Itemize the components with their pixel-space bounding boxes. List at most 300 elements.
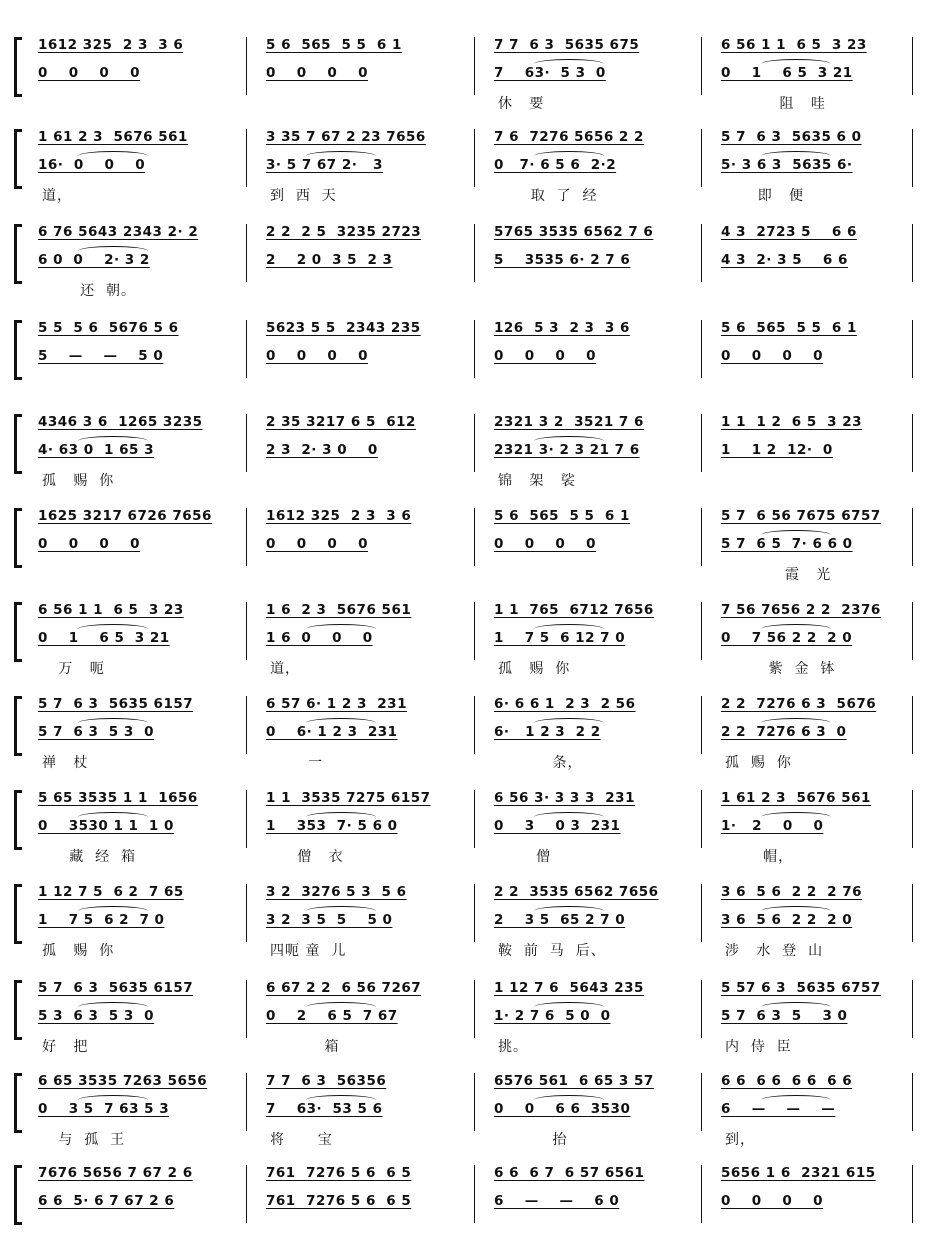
barline	[701, 224, 702, 282]
lower-part-notes: 0 0 0 0	[266, 65, 368, 81]
measure	[721, 1071, 906, 1161]
system-bracket	[14, 602, 22, 662]
upper-part-notes: 5656 1 6 2321 615	[721, 1165, 876, 1181]
lyric-text: 休 要	[498, 96, 545, 112]
upper-part-notes: 1 6 2 3 5676 561	[266, 602, 412, 618]
lower-part-notes: 0 0 0 0	[266, 348, 368, 364]
barline	[246, 129, 247, 187]
slur-tie	[761, 151, 831, 161]
upper-part-notes: 6 67 2 2 6 56 7267	[266, 980, 422, 996]
barline	[912, 224, 913, 282]
slur-tie	[306, 1095, 376, 1105]
system-bracket	[14, 37, 22, 97]
lyric-text: 孤 赐 你	[42, 943, 115, 959]
barline	[474, 414, 475, 472]
lower-part-notes: 6 6 5· 6 7 67 2 6	[38, 1193, 175, 1209]
barline	[474, 1073, 475, 1131]
slur-tie	[761, 1002, 831, 1012]
upper-part-notes: 7 6 7276 5656 2 2	[494, 129, 644, 145]
upper-part-notes: 7 56 7656 2 2 2376	[721, 602, 881, 618]
lower-part-notes: 5 3 6 3 5 3 0	[38, 1008, 155, 1024]
lower-part-notes: 5 7 6 3 5 3 0	[38, 724, 155, 740]
upper-part-notes: 2 2 3535 6562 7656	[494, 884, 659, 900]
slur-tie	[534, 436, 604, 446]
slur-tie	[534, 718, 604, 728]
barline	[701, 602, 702, 660]
lyric-text: 条，	[498, 755, 583, 771]
lower-part-notes: 0 7 56 2 2 2 0	[721, 630, 853, 646]
slur-tie	[306, 718, 376, 728]
upper-part-notes: 6 6 6 7 6 57 6561	[494, 1165, 645, 1181]
lower-part-notes: 1 6 0 0 0	[266, 630, 373, 646]
system-bracket	[14, 980, 22, 1040]
measure	[494, 412, 695, 502]
upper-part-notes: 1 61 2 3 5676 561	[38, 129, 188, 145]
system-bracket	[14, 224, 22, 284]
barline	[474, 980, 475, 1038]
lyric-text: 四呃 童 儿	[270, 943, 347, 959]
upper-part-notes: 2321 3 2 3521 7 6	[494, 414, 644, 430]
barline	[701, 980, 702, 1038]
slur-tie	[306, 1002, 376, 1012]
upper-part-notes: 1625 3217 6726 7656	[38, 508, 212, 524]
measure	[266, 788, 468, 878]
slur-tie	[306, 906, 376, 916]
barline	[246, 414, 247, 472]
measure	[266, 127, 468, 217]
barline	[246, 696, 247, 754]
measure	[266, 1071, 468, 1161]
slur-tie	[534, 624, 604, 634]
lower-part-notes: 7 63· 53 5 6	[266, 1101, 383, 1117]
upper-part-notes: 1 12 7 6 5643 235	[494, 980, 644, 996]
upper-part-notes: 5 7 6 56 7675 6757	[721, 508, 881, 524]
lyric-text: 到 西 天	[270, 188, 337, 204]
measure	[721, 127, 906, 217]
lyric-text: 箱	[270, 1039, 340, 1055]
barline	[912, 602, 913, 660]
lower-part-notes: 3 6 5 6 2 2 2 0	[721, 912, 853, 928]
lower-part-notes: 0 6· 1 2 3 231	[266, 724, 398, 740]
slur-tie	[534, 1095, 604, 1105]
upper-part-notes: 761 7276 5 6 6 5	[266, 1165, 412, 1181]
measure	[721, 694, 906, 784]
score-system	[0, 1163, 941, 1253]
barline	[701, 414, 702, 472]
barline	[701, 129, 702, 187]
lower-part-notes: 761 7276 5 6 6 5	[266, 1193, 412, 1209]
lower-part-notes: 1 7 5 6 12 7 0	[494, 630, 626, 646]
lower-part-notes: 0 1 6 5 3 21	[721, 65, 853, 81]
upper-part-notes: 6· 6 6 1 2 3 2 56	[494, 696, 636, 712]
lyric-text: 道，	[270, 661, 300, 677]
lower-part-notes: 3 2 3 5 5 5 0	[266, 912, 393, 928]
lyric-text: 藏 经 箱	[42, 849, 137, 865]
upper-part-notes: 1 1 1 2 6 5 3 23	[721, 414, 863, 430]
lower-part-notes: 7 63· 5 3 0	[494, 65, 606, 81]
lyric-text: 将 宝	[270, 1132, 333, 1148]
upper-part-notes: 6 56 1 1 6 5 3 23	[721, 37, 867, 53]
barline	[701, 508, 702, 566]
lyric-text: 锦 架 裟	[498, 473, 576, 489]
lower-part-notes: 6· 1 2 3 2 2	[494, 724, 601, 740]
slur-tie	[761, 530, 831, 540]
measure	[38, 694, 240, 784]
lower-part-notes: 1· 2 0 0	[721, 818, 824, 834]
lower-part-notes: 0 3530 1 1 1 0	[38, 818, 174, 834]
measure	[38, 222, 240, 312]
lyric-text: 孤 赐 你	[498, 661, 571, 677]
barline	[246, 602, 247, 660]
upper-part-notes: 4 3 2723 5 6 6	[721, 224, 857, 240]
measure	[721, 882, 906, 972]
lower-part-notes: 6 — — —	[721, 1101, 836, 1117]
lyric-text: 一	[270, 755, 324, 771]
upper-part-notes: 5 6 565 5 5 6 1	[266, 37, 402, 53]
lower-part-notes: 2 3 5 65 2 7 0	[494, 912, 626, 928]
score-system	[0, 412, 941, 502]
lower-part-notes: 0 0 0 0	[494, 348, 596, 364]
measure	[38, 506, 240, 596]
lyric-text: 道，	[42, 188, 72, 204]
system-bracket	[14, 884, 22, 944]
measure	[38, 35, 240, 125]
slur-tie	[78, 624, 148, 634]
measure	[38, 318, 240, 408]
lyric-text: 取 了 经	[498, 188, 598, 204]
measure	[38, 127, 240, 217]
lower-part-notes: 0 1 6 5 3 21	[38, 630, 170, 646]
upper-part-notes: 6 56 1 1 6 5 3 23	[38, 602, 184, 618]
upper-part-notes: 6 56 3· 3 3 3 231	[494, 790, 635, 806]
lower-part-notes: 0 0 6 6 3530	[494, 1101, 631, 1117]
lyric-text: 好 把	[42, 1039, 89, 1055]
lyric-text: 霞 光	[725, 567, 832, 583]
measure	[721, 978, 906, 1068]
system-bracket	[14, 508, 22, 568]
measure	[38, 788, 240, 878]
upper-part-notes: 5623 5 5 2343 235	[266, 320, 421, 336]
lyric-text: 还 朝。	[42, 283, 137, 299]
upper-part-notes: 5 7 6 3 5635 6157	[38, 696, 194, 712]
lyric-text: 禅 杖	[42, 755, 89, 771]
upper-part-notes: 6576 561 6 65 3 57	[494, 1073, 654, 1089]
measure	[721, 35, 906, 125]
score-system	[0, 222, 941, 312]
lyric-text: 鞍 前 马 后、	[498, 943, 606, 959]
barline	[912, 320, 913, 378]
barline	[701, 696, 702, 754]
lower-part-notes: 1 7 5 6 2 7 0	[38, 912, 165, 928]
barline	[246, 37, 247, 95]
slur-tie	[306, 151, 376, 161]
slur-tie	[761, 624, 831, 634]
lower-part-notes: 2 3 2· 3 0 0	[266, 442, 378, 458]
lower-part-notes: 4 3 2· 3 5 6 6	[721, 252, 848, 268]
slur-tie	[761, 812, 831, 822]
system-bracket	[14, 1165, 22, 1225]
lyric-text: 紫 金 钵	[725, 661, 836, 677]
lower-part-notes: 5 3535 6· 2 7 6	[494, 252, 631, 268]
upper-part-notes: 126 5 3 2 3 3 6	[494, 320, 630, 336]
lower-part-notes: 1· 2 7 6 5 0 0	[494, 1008, 611, 1024]
slur-tie	[306, 624, 376, 634]
measure	[266, 600, 468, 690]
upper-part-notes: 5 7 6 3 5635 6 0	[721, 129, 862, 145]
upper-part-notes: 6 6 6 6 6 6 6 6	[721, 1073, 853, 1089]
upper-part-notes: 2 35 3217 6 5 612	[266, 414, 416, 430]
measure	[38, 1071, 240, 1161]
slur-tie	[534, 59, 604, 69]
barline	[474, 1165, 475, 1223]
measure	[266, 35, 468, 125]
slur-tie	[534, 1002, 604, 1012]
measure	[38, 882, 240, 972]
system-bracket	[14, 129, 22, 189]
barline	[701, 37, 702, 95]
score-system	[0, 1071, 941, 1161]
upper-part-notes: 4346 3 6 1265 3235	[38, 414, 203, 430]
barline	[246, 980, 247, 1038]
lyric-text: 挑。	[498, 1039, 528, 1055]
measure	[721, 318, 906, 408]
lyric-text: 与 孤 王	[42, 1132, 126, 1148]
score-system	[0, 127, 941, 217]
lower-part-notes: 1 353 7· 5 6 0	[266, 818, 398, 834]
slur-tie	[761, 59, 831, 69]
upper-part-notes: 3 2 3276 5 3 5 6	[266, 884, 407, 900]
upper-part-notes: 1 12 7 5 6 2 7 65	[38, 884, 184, 900]
upper-part-notes: 5 65 3535 1 1 1656	[38, 790, 198, 806]
barline	[246, 508, 247, 566]
barline	[701, 884, 702, 942]
barline	[912, 790, 913, 848]
score-system	[0, 600, 941, 690]
lyric-text: 内 侍 臣	[725, 1039, 792, 1055]
upper-part-notes: 6 65 3535 7263 5656	[38, 1073, 208, 1089]
barline	[912, 980, 913, 1038]
barline	[912, 884, 913, 942]
lower-part-notes: 0 0 0 0	[38, 536, 140, 552]
lyric-text: 抬	[498, 1132, 568, 1148]
slur-tie	[761, 906, 831, 916]
measure	[38, 1163, 240, 1253]
lower-part-notes: 5· 3 6 3 5635 6·	[721, 157, 853, 173]
lower-part-notes: 5 — — 5 0	[38, 348, 164, 364]
barline	[474, 224, 475, 282]
slur-tie	[78, 812, 148, 822]
upper-part-notes: 7 7 6 3 5635 675	[494, 37, 640, 53]
measure	[721, 1163, 906, 1253]
measure	[266, 222, 468, 312]
barline	[701, 1073, 702, 1131]
measure	[494, 694, 695, 784]
measure	[266, 978, 468, 1068]
lyric-text: 涉 水 登 山	[725, 943, 824, 959]
lower-part-notes: 0 0 0 0	[38, 65, 140, 81]
barline	[912, 508, 913, 566]
lyric-text: 孤 赐 你	[725, 755, 792, 771]
upper-part-notes: 1612 325 2 3 3 6	[38, 37, 184, 53]
lower-part-notes: 6 0 0 2· 3 2	[38, 252, 150, 268]
score-system	[0, 978, 941, 1068]
slur-tie	[78, 1095, 148, 1105]
upper-part-notes: 2 2 2 5 3235 2723	[266, 224, 422, 240]
barline	[474, 508, 475, 566]
barline	[474, 884, 475, 942]
lower-part-notes: 0 2 6 5 7 67	[266, 1008, 398, 1024]
upper-part-notes: 5765 3535 6562 7 6	[494, 224, 654, 240]
slur-tie	[78, 246, 148, 256]
lower-part-notes: 16· 0 0 0	[38, 157, 146, 173]
measure	[266, 882, 468, 972]
measure	[38, 978, 240, 1068]
lower-part-notes: 2 2 0 3 5 2 3	[266, 252, 393, 268]
barline	[246, 884, 247, 942]
measure	[721, 506, 906, 596]
slur-tie	[761, 1095, 831, 1105]
barline	[912, 1073, 913, 1131]
lower-part-notes: 0 3 0 3 231	[494, 818, 621, 834]
lyric-text: 到，	[725, 1132, 755, 1148]
measure	[266, 694, 468, 784]
score-system	[0, 506, 941, 596]
slur-tie	[534, 151, 604, 161]
score-system	[0, 694, 941, 784]
lower-part-notes: 0 0 0 0	[494, 536, 596, 552]
slur-tie	[78, 1002, 148, 1012]
system-bracket	[14, 414, 22, 474]
upper-part-notes: 5 6 565 5 5 6 1	[721, 320, 857, 336]
slur-tie	[78, 906, 148, 916]
lower-part-notes: 4· 63 0 1 65 3	[38, 442, 154, 458]
barline	[912, 129, 913, 187]
score-system	[0, 882, 941, 972]
slur-tie	[78, 151, 148, 161]
upper-part-notes: 2 2 7276 6 3 5676	[721, 696, 877, 712]
score-system	[0, 35, 941, 125]
measure	[266, 318, 468, 408]
measure	[721, 412, 906, 502]
lyric-text: 即 便	[725, 188, 805, 204]
barline	[246, 224, 247, 282]
slur-tie	[534, 906, 604, 916]
slur-tie	[78, 436, 148, 446]
measure	[266, 506, 468, 596]
upper-part-notes: 3 35 7 67 2 23 7656	[266, 129, 426, 145]
system-bracket	[14, 790, 22, 850]
system-bracket	[14, 696, 22, 756]
barline	[474, 129, 475, 187]
upper-part-notes: 5 6 565 5 5 6 1	[494, 508, 630, 524]
upper-part-notes: 1 1 3535 7275 6157	[266, 790, 431, 806]
measure	[494, 1071, 695, 1161]
lyric-text: 万 呃	[42, 661, 105, 677]
slur-tie	[761, 718, 831, 728]
measure	[38, 600, 240, 690]
barline	[474, 37, 475, 95]
barline	[474, 320, 475, 378]
lower-part-notes: 5 7 6 5 7· 6 6 0	[721, 536, 853, 552]
barline	[474, 790, 475, 848]
barline	[246, 1165, 247, 1223]
measure	[494, 1163, 695, 1253]
barline	[912, 37, 913, 95]
upper-part-notes: 1612 325 2 3 3 6	[266, 508, 412, 524]
measure	[494, 978, 695, 1068]
measure	[494, 788, 695, 878]
slur-tie	[306, 812, 376, 822]
slur-tie	[534, 812, 604, 822]
measure	[721, 600, 906, 690]
measure	[494, 318, 695, 408]
lower-part-notes: 5 7 6 3 5 3 0	[721, 1008, 848, 1024]
upper-part-notes: 5 7 6 3 5635 6157	[38, 980, 194, 996]
upper-part-notes: 6 57 6· 1 2 3 231	[266, 696, 407, 712]
measure	[494, 222, 695, 312]
barline	[912, 1165, 913, 1223]
lower-part-notes: 0 0 0 0	[266, 536, 368, 552]
barline	[701, 1165, 702, 1223]
barline	[912, 696, 913, 754]
upper-part-notes: 3 6 5 6 2 2 2 76	[721, 884, 863, 900]
upper-part-notes: 1 61 2 3 5676 561	[721, 790, 871, 806]
lower-part-notes: 1 1 2 12· 0	[721, 442, 833, 458]
lower-part-notes: 3· 5 7 67 2· 3	[266, 157, 383, 173]
barline	[246, 1073, 247, 1131]
upper-part-notes: 5 5 5 6 5676 5 6	[38, 320, 179, 336]
measure	[494, 600, 695, 690]
measure	[38, 412, 240, 502]
barline	[474, 696, 475, 754]
lyric-text: 帽，	[725, 849, 794, 865]
upper-part-notes: 5 57 6 3 5635 6757	[721, 980, 881, 996]
lower-part-notes: 6 — — 6 0	[494, 1193, 620, 1209]
lyric-text: 孤 赐 你	[42, 473, 115, 489]
lower-part-notes: 0 0 0 0	[721, 348, 823, 364]
slur-tie	[78, 718, 148, 728]
measure	[494, 882, 695, 972]
measure	[721, 222, 906, 312]
lyric-text: 僧 衣	[270, 849, 344, 865]
lower-part-notes: 0 7· 6 5 6 2·2	[494, 157, 617, 173]
measure	[494, 506, 695, 596]
score-system	[0, 318, 941, 408]
upper-part-notes: 6 76 5643 2343 2· 2	[38, 224, 199, 240]
upper-part-notes: 7 7 6 3 56356	[266, 1073, 387, 1089]
lower-part-notes: 2 2 7276 6 3 0	[721, 724, 847, 740]
lower-part-notes: 0 3 5 7 63 5 3	[38, 1101, 170, 1117]
measure	[494, 35, 695, 125]
lyric-text: 僧	[498, 849, 552, 865]
barline	[701, 790, 702, 848]
lower-part-notes: 0 0 0 0	[721, 1193, 823, 1209]
measure	[266, 412, 468, 502]
upper-part-notes: 7676 5656 7 67 2 6	[38, 1165, 193, 1181]
measure	[266, 1163, 468, 1253]
barline	[701, 320, 702, 378]
system-bracket	[14, 320, 22, 380]
lyric-text: 阻 哇	[725, 96, 826, 112]
barline	[246, 320, 247, 378]
lower-part-notes: 2321 3· 2 3 21 7 6	[494, 442, 640, 458]
score-system	[0, 788, 941, 878]
barline	[246, 790, 247, 848]
measure	[494, 127, 695, 217]
system-bracket	[14, 1073, 22, 1133]
barline	[912, 414, 913, 472]
barline	[474, 602, 475, 660]
